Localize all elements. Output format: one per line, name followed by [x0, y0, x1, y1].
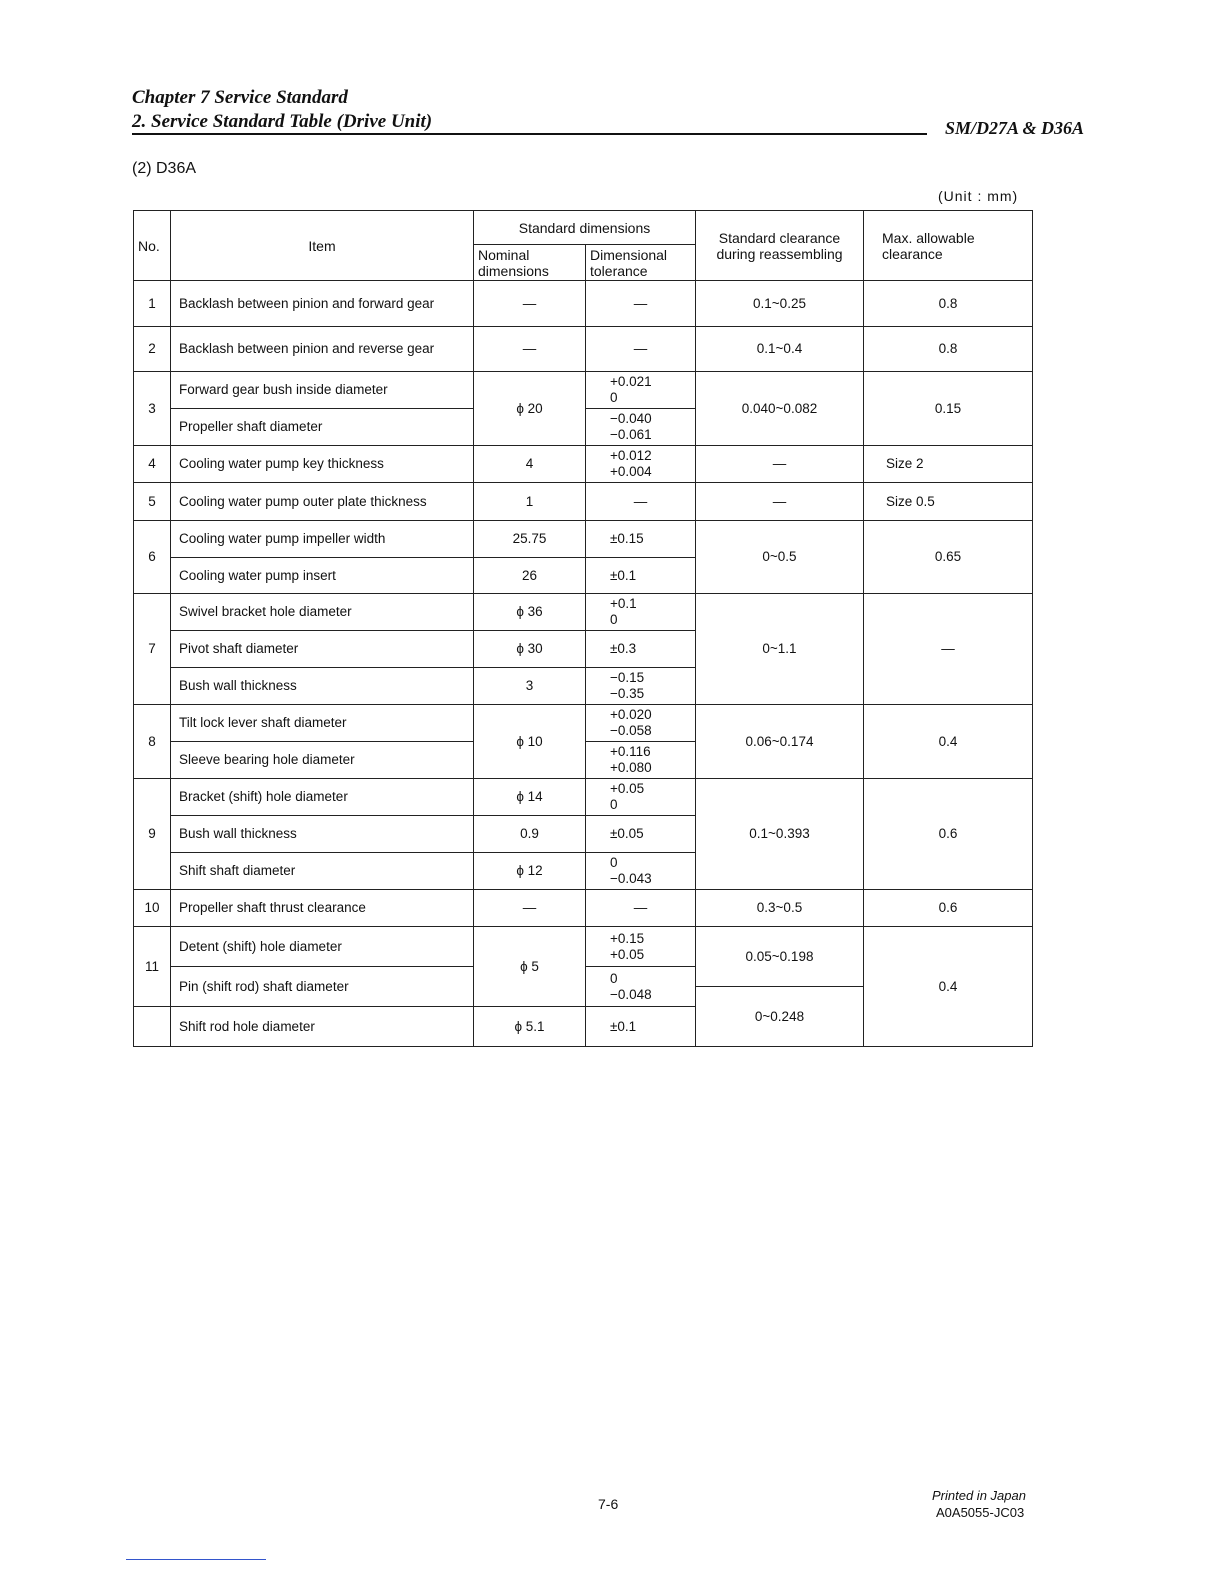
subsection-label: (2) D36A	[132, 160, 197, 177]
row-no: 4	[134, 446, 171, 483]
row-clearance: 0.05~0.198	[696, 927, 864, 987]
row-nominal: 25.75	[474, 521, 586, 558]
row-nominal: —	[474, 281, 586, 327]
row-nominal: ϕ 12	[474, 853, 586, 890]
row-nominal: ϕ 30	[474, 631, 586, 668]
service-standard-table	[133, 210, 1033, 1047]
row-tolerance: —	[586, 281, 696, 327]
header-nominal: Nominal dimensions	[474, 245, 586, 281]
row-item: Bracket (shift) hole diameter	[171, 779, 474, 816]
printed-note: Printed in Japan	[932, 1488, 1026, 1503]
row-tolerance: +0.1 0	[586, 594, 696, 631]
row-no: 6	[134, 521, 171, 594]
row-tolerance: −0.15 −0.35	[586, 668, 696, 705]
row-no: 1	[134, 281, 171, 327]
header-standard-dimensions: Standard dimensions	[474, 211, 696, 245]
row-item: Shift rod hole diameter	[171, 1007, 474, 1047]
table-row	[134, 927, 1033, 967]
row-clearance: 0.1~0.25	[696, 281, 864, 327]
row-item: Swivel bracket hole diameter	[171, 594, 474, 631]
header-rule	[132, 133, 927, 135]
row-no: 2	[134, 327, 171, 372]
unit-note: (Unit : mm)	[938, 188, 1019, 204]
row-item: Pin (shift rod) shaft diameter	[171, 967, 474, 1007]
row-nominal: ϕ 5.1	[474, 1007, 586, 1047]
row-clearance: 0.1~0.4	[696, 327, 864, 372]
table-row	[134, 890, 1033, 927]
chapter-title: Chapter 7 Service Standard	[132, 87, 348, 108]
table-row	[134, 372, 1033, 409]
row-no: 3	[134, 372, 171, 446]
document-code: A0A5055-JC03	[936, 1505, 1025, 1520]
row-nominal: —	[474, 890, 586, 927]
row-tolerance: 0 −0.048	[586, 967, 696, 1007]
row-clearance: 0.06~0.174	[696, 705, 864, 779]
row-item: Backlash between pinion and reverse gear	[171, 327, 474, 372]
row-nominal: ϕ 36	[474, 594, 586, 631]
row-no: 10	[134, 890, 171, 927]
row-no: 9	[134, 779, 171, 890]
row-tolerance: −0.040 −0.061	[586, 409, 696, 446]
row-clearance: 0~0.248	[696, 987, 864, 1047]
table-row	[134, 327, 1033, 372]
row-max: 0.6	[864, 890, 1033, 927]
row-tolerance: +0.05 0	[586, 779, 696, 816]
row-no: 7	[134, 594, 171, 705]
row-no: 5	[134, 483, 171, 521]
table-row	[134, 594, 1033, 631]
table-row	[134, 446, 1033, 483]
row-max: 0.8	[864, 327, 1033, 372]
row-item: Bush wall thickness	[171, 668, 474, 705]
header-no: No.	[134, 211, 171, 281]
row-nominal: ϕ 20	[474, 372, 586, 446]
row-nominal: ϕ 5	[474, 927, 586, 1007]
row-nominal: 3	[474, 668, 586, 705]
row-item: Backlash between pinion and forward gear	[171, 281, 474, 327]
row-max: 0.4	[864, 705, 1033, 779]
row-tolerance: ±0.1	[586, 558, 696, 594]
page-number: 7-6	[598, 1496, 619, 1512]
row-tolerance: —	[586, 327, 696, 372]
row-clearance: 0.040~0.082	[696, 372, 864, 446]
row-item: Forward gear bush inside diameter	[171, 372, 474, 409]
row-tolerance: +0.15 +0.05	[586, 927, 696, 967]
row-no: 11	[134, 927, 171, 1007]
row-item: Cooling water pump outer plate thickness	[171, 483, 474, 521]
row-nominal: 26	[474, 558, 586, 594]
header-standard-clearance: Standard clearance during reassembling	[696, 211, 864, 281]
row-item: Bush wall thickness	[171, 816, 474, 853]
table-row	[134, 483, 1033, 521]
row-no: 8	[134, 705, 171, 779]
row-clearance: —	[696, 446, 864, 483]
row-tolerance: +0.116 +0.080	[586, 742, 696, 779]
row-nominal: —	[474, 327, 586, 372]
model-title: SM/D27A & D36A	[944, 118, 1084, 138]
row-item: Detent (shift) hole diameter	[171, 927, 474, 967]
row-item: Sleeve bearing hole diameter	[171, 742, 474, 779]
row-tolerance: +0.021 0	[586, 372, 696, 409]
table-row	[134, 281, 1033, 327]
footnote-rule	[126, 1559, 266, 1560]
row-clearance: 0.3~0.5	[696, 890, 864, 927]
row-tolerance: —	[586, 483, 696, 521]
row-max: 0.4	[864, 927, 1033, 1047]
row-max: Size 2	[864, 446, 1033, 483]
row-nominal: 4	[474, 446, 586, 483]
row-clearance: 0~1.1	[696, 594, 864, 705]
header-max-clearance: Max. allowable clearance	[864, 211, 1033, 281]
header-item: Item	[171, 211, 474, 281]
row-item: Tilt lock lever shaft diameter	[171, 705, 474, 742]
header-tolerance: Dimensional tolerance	[586, 245, 696, 281]
row-tolerance: ±0.05	[586, 816, 696, 853]
row-tolerance: +0.020 −0.058	[586, 705, 696, 742]
row-clearance: 0~0.5	[696, 521, 864, 594]
row-tolerance: ±0.3	[586, 631, 696, 668]
row-clearance: 0.1~0.393	[696, 779, 864, 890]
table-row	[134, 779, 1033, 816]
row-tolerance: —	[586, 890, 696, 927]
row-item: Pivot shaft diameter	[171, 631, 474, 668]
row-tolerance: ±0.1	[586, 1007, 696, 1047]
row-tolerance: 0 −0.043	[586, 853, 696, 890]
row-tolerance: ±0.15	[586, 521, 696, 558]
table-row	[134, 521, 1033, 558]
row-max: —	[864, 594, 1033, 705]
row-max: 0.6	[864, 779, 1033, 890]
row-nominal: 1	[474, 483, 586, 521]
row-nominal: ϕ 10	[474, 705, 586, 779]
row-item: Propeller shaft diameter	[171, 409, 474, 446]
row-max: 0.8	[864, 281, 1033, 327]
row-item: Propeller shaft thrust clearance	[171, 890, 474, 927]
row-item: Cooling water pump key thickness	[171, 446, 474, 483]
row-tolerance: +0.012 +0.004	[586, 446, 696, 483]
row-max: 0.65	[864, 521, 1033, 594]
row-item: Cooling water pump impeller width	[171, 521, 474, 558]
table-row	[134, 705, 1033, 742]
row-nominal: ϕ 14	[474, 779, 586, 816]
row-max: Size 0.5	[864, 483, 1033, 521]
row-item: Shift shaft diameter	[171, 853, 474, 890]
section-title: 2. Service Standard Table (Drive Unit)	[132, 111, 433, 132]
row-item: Cooling water pump insert	[171, 558, 474, 594]
row-nominal: 0.9	[474, 816, 586, 853]
row-clearance: —	[696, 483, 864, 521]
row-max: 0.15	[864, 372, 1033, 446]
